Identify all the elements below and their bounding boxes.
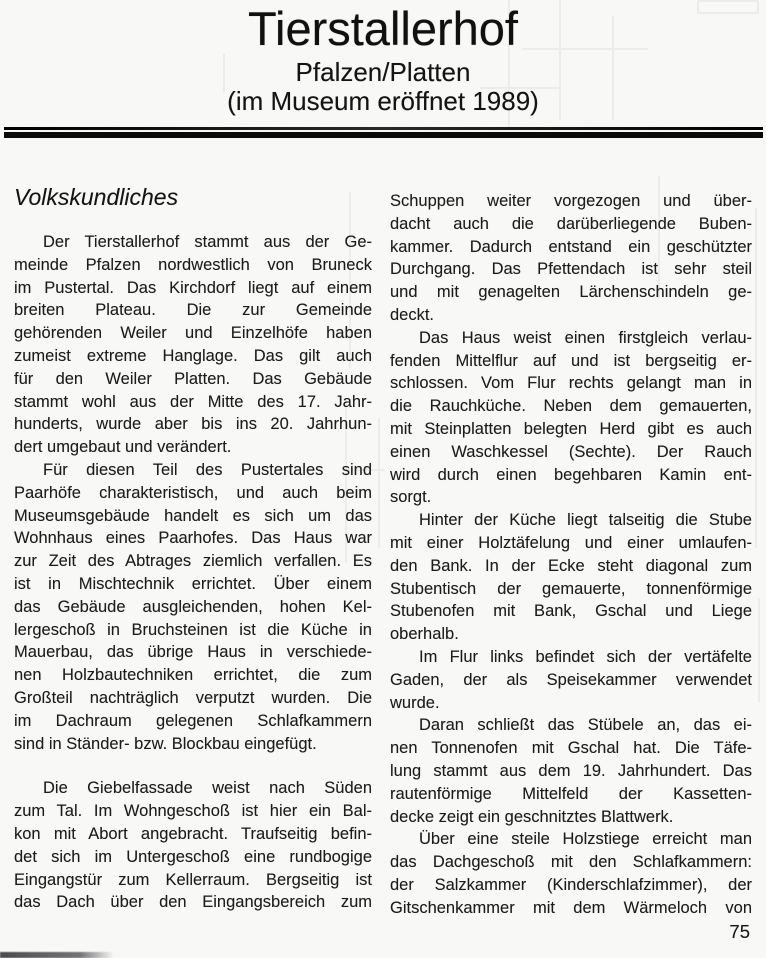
scan-edge-artifact bbox=[0, 952, 114, 958]
text-line: der Salzkammer (Kinderschlafzimmer), der bbox=[390, 875, 752, 894]
text-line: Großteil nachträglich verputzt wurden. Die bbox=[14, 688, 372, 707]
text-line: Der Tierstallerhof stammt aus der Ge- bbox=[43, 233, 372, 251]
page-number: 75 bbox=[729, 921, 750, 942]
text-line: zur Zeit des Abtrages ziemlich verfallen. Es bbox=[14, 552, 372, 571]
text-line: breiten Plateau. Die zur Gemeinde bbox=[14, 301, 372, 320]
text-line: die Rauchküche. Neben dem gemauerten, bbox=[390, 397, 752, 416]
text-line: für den Weiler Platten. Das Gebäude bbox=[14, 369, 372, 388]
double-rule bbox=[4, 127, 763, 138]
text-line: Stubenofen mit Bank, Gschal und Liege bbox=[390, 602, 752, 621]
text-line: Stubentisch der gemauerte, tonnenförmige bbox=[390, 579, 752, 598]
text-line: Daran schließt das Stübele an, das ei- bbox=[419, 716, 752, 735]
text-line: sind in Ständer- bzw. Blockbau eingefügt. bbox=[14, 734, 317, 753]
paragraph bbox=[14, 231, 372, 459]
rule-thick bbox=[4, 132, 763, 138]
section-heading: Volkskundliches bbox=[14, 184, 179, 210]
page-title: Tierstallerhof bbox=[248, 2, 518, 55]
text-line: decke zeigt ein geschnitztes Blattwerk. bbox=[390, 807, 674, 826]
page-header bbox=[0, 0, 766, 116]
text-line: das Dach über den Eingangsbereich zum bbox=[14, 893, 372, 912]
text-line: Gitschenkammer mit dem Wärmeloch von bbox=[390, 898, 752, 917]
paragraph bbox=[14, 459, 372, 755]
text-line: lergeschoß in Bruchsteinen ist die Küche in bbox=[14, 620, 372, 639]
rule-thin bbox=[4, 127, 763, 130]
text-line: Das Haus weist einen firstgleich verlau- bbox=[419, 328, 752, 347]
text-line: und mit genagelten Lärchenschindeln ge- bbox=[390, 283, 752, 302]
text-line: Gaden, der als Speisekammer verwendet bbox=[390, 670, 752, 689]
text-line: Über eine steile Holzstiege erreicht man bbox=[419, 830, 752, 849]
text-line: den Bank. In der Ecke steht diagonal zum bbox=[390, 556, 752, 575]
text-line: lung stammt aus dem 19. Jahrhundert. Das bbox=[390, 761, 752, 780]
paragraph bbox=[390, 828, 752, 919]
text-line: Hinter der Küche liegt talseitig die Stube bbox=[419, 511, 752, 530]
page-subtitle-year: (im Museum eröffnet 1989) bbox=[227, 86, 539, 116]
text-line: nen Tonnenofen mit Gschal hat. Die Täfe- bbox=[390, 739, 752, 758]
text-line: Durchgang. Das Pfettendach ist sehr steil bbox=[390, 260, 752, 279]
text-line: hunderts, wurde aber bis ins 20. Jahrhun- bbox=[14, 415, 372, 434]
text-line: rautenförmige Mittelfeld der Kassetten- bbox=[390, 784, 752, 803]
paragraph bbox=[390, 714, 752, 828]
text-line: kon mit Abort angebracht. Traufseitig befin- bbox=[14, 824, 372, 843]
text-line: deckt. bbox=[390, 305, 435, 324]
text-line: Museumsgebäude handelt es sich um das bbox=[14, 506, 372, 525]
text-line: im Pustertal. Das Kirchdorf liegt auf einem bbox=[14, 278, 372, 297]
text-line: Wohnhaus eines Paarhofes. Das Haus war bbox=[14, 529, 372, 548]
text-line: einen Waschkessel (Sechte). Der Rauch bbox=[390, 442, 752, 461]
paragraph bbox=[14, 777, 372, 914]
text-line: kammer. Dadurch entstand ein geschützter bbox=[390, 237, 752, 256]
text-line: das Dachgeschoß mit den Schlafkammern: bbox=[390, 853, 752, 872]
text-line: wird durch einen begehbaren Kamin ent- bbox=[390, 465, 752, 484]
text-line: gehörenden Weiler und Einzelhöfe haben bbox=[14, 324, 372, 343]
text-line: Im Flur links befindet sich der vertäfelte bbox=[419, 647, 752, 666]
text-line: im Dachraum gelegenen Schlafkammern bbox=[14, 711, 372, 730]
text-line: meinde Pfalzen nordwestlich von Bruneck bbox=[14, 255, 372, 274]
text-line: stammt wohl aus der Mitte des 17. Jahr- bbox=[14, 392, 372, 411]
paragraph bbox=[390, 190, 752, 327]
text-line: dacht auch die darüberliegende Buben- bbox=[390, 214, 752, 233]
text-line: Die Giebelfassade weist nach Süden bbox=[43, 779, 372, 798]
right-column bbox=[390, 184, 752, 920]
text-line: das Gebäude ausgleichenden, hohen Kel- bbox=[14, 597, 372, 616]
text-line: Paarhöfe charakteristisch, und auch beim bbox=[14, 483, 372, 502]
text-line: fenden Mittelflur auf und ist bergseitig er- bbox=[390, 351, 752, 370]
text-line: det sich im Untergeschoß eine rundbogige bbox=[14, 847, 372, 866]
page-subtitle-place: Pfalzen/Platten bbox=[295, 57, 471, 87]
text-line: Eingangstür zum Kellerraum. Bergseitig ist bbox=[14, 870, 372, 889]
text-line: ist in Mischtechnik errichtet. Über einem bbox=[14, 574, 372, 593]
left-column bbox=[14, 184, 372, 920]
text-line: Schuppen weiter vorgezogen und über- bbox=[390, 192, 752, 210]
article-body bbox=[14, 184, 755, 920]
text-line: nen Holzbautechniken errichtet, die zum bbox=[14, 666, 372, 685]
text-line: mit Steinplatten belegten Herd gibt es auch bbox=[390, 419, 752, 438]
paragraph bbox=[390, 509, 752, 646]
text-line: sorgt. bbox=[390, 488, 432, 507]
text-line: oberhalb. bbox=[390, 625, 459, 644]
text-line: schlossen. Vom Flur rechts gelangt man in bbox=[390, 374, 752, 393]
text-line: Mauerbau, das übrige Haus in verschiede- bbox=[14, 643, 372, 662]
paragraph bbox=[390, 327, 752, 509]
text-line: zum Tal. Im Wohngeschoß ist hier ein Bal- bbox=[14, 802, 372, 821]
text-line: zumeist extreme Hanglage. Das gilt auch bbox=[14, 346, 372, 365]
text-line: wurde. bbox=[390, 693, 440, 712]
text-line: Für diesen Teil des Pustertales sind bbox=[43, 460, 372, 479]
text-line: mit einer Holztäfelung und einer umlaufen- bbox=[390, 533, 752, 552]
text-line: dert umgebaut und verändert. bbox=[14, 438, 232, 457]
paragraph bbox=[390, 646, 752, 714]
